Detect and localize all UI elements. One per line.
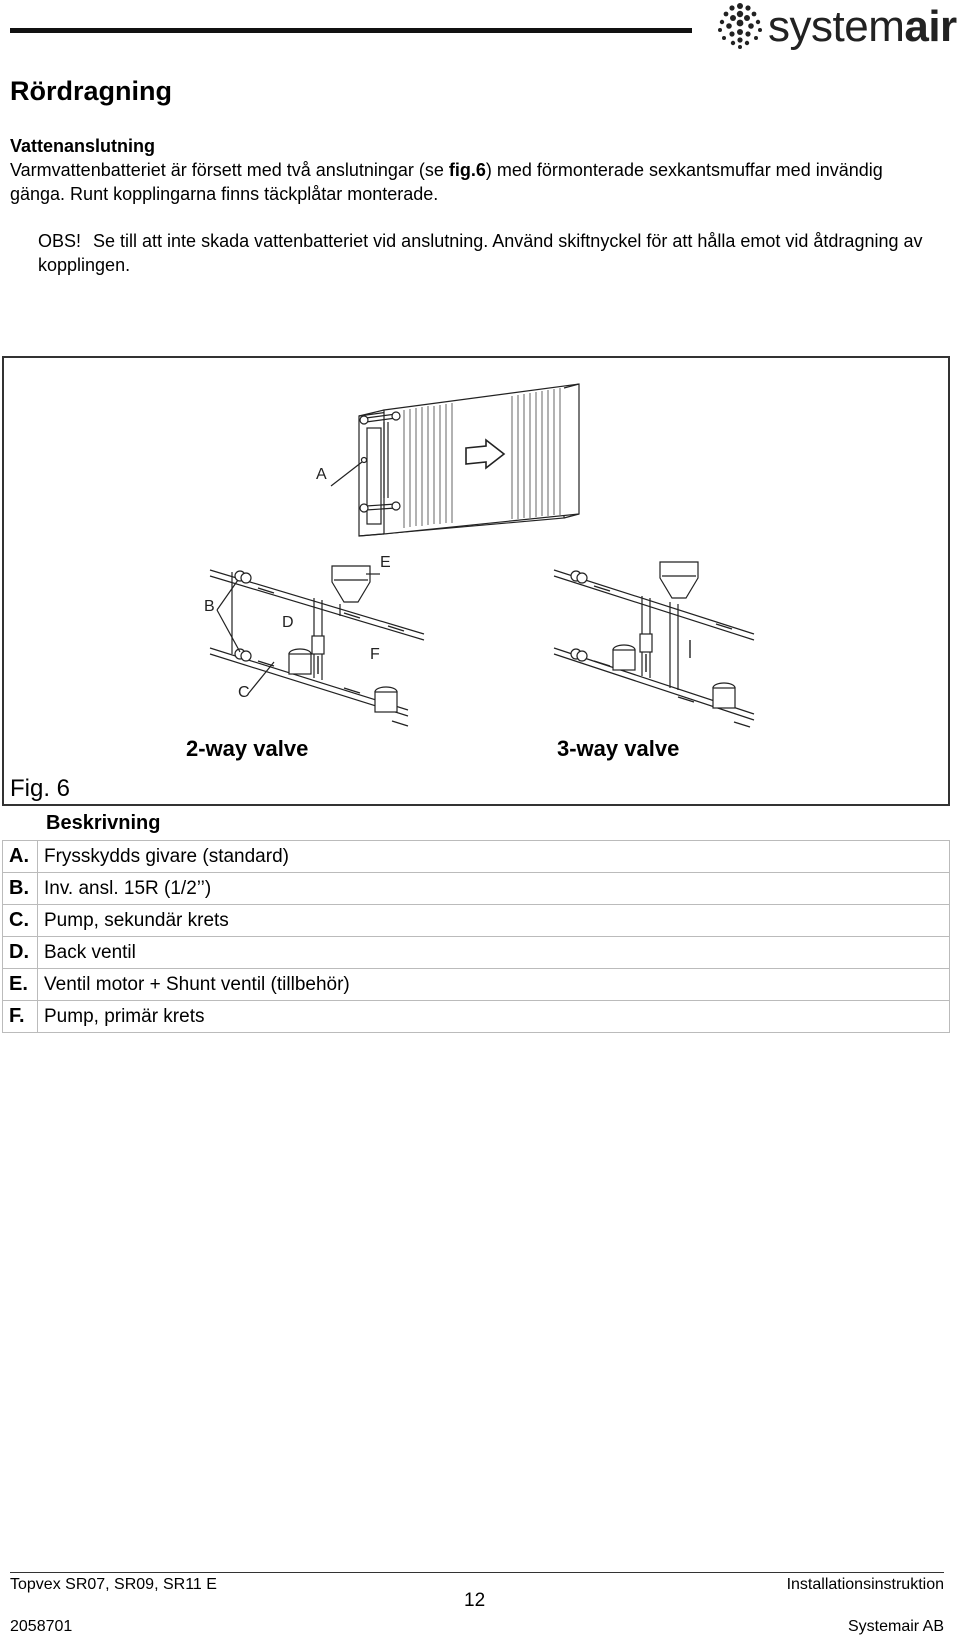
header-rule (10, 28, 692, 33)
footer-rule (10, 1572, 944, 1573)
logo-wordmark (768, 2, 957, 52)
footer-company: Systemair AB (847, 1618, 944, 1635)
intro-paragraph (10, 158, 940, 206)
table-row (3, 905, 950, 937)
diagram-label-f: F (370, 646, 380, 663)
footer-doc-code: 2058701 (10, 1618, 73, 1635)
figure-label: Fig. 6 (10, 775, 76, 803)
legend-text: Inv. ansl. 15R (1/2’’) (38, 873, 950, 905)
footer-product: Topvex SR07, SR09, SR11 E (10, 1576, 217, 1593)
legend-key: A. (3, 841, 38, 873)
note-text: Se till att inte skada vattenbatteriet vid anslutning. Använd skiftnyckel för att hålla emot vid åtdragning av kopplingen. (38, 231, 923, 275)
legend-table (2, 840, 950, 1033)
note-label: OBS! (38, 231, 82, 251)
legend-text: Ventil motor + Shunt ventil (tillbehör) (38, 969, 950, 1001)
table-row (3, 969, 950, 1001)
figure-reference: fig.6 (448, 160, 486, 180)
legend-text: Frysskydds givare (standard) (38, 841, 950, 873)
diagram-label-e: E (380, 554, 391, 571)
footer-doc-type: Installationsinstruktion (786, 1576, 944, 1593)
legend-key: C. (3, 905, 38, 937)
section-subheading: Vattenanslutning (10, 136, 156, 156)
diagram-label-c: C (238, 684, 250, 701)
legend-key: D. (3, 937, 38, 969)
two-way-valve-caption: 2-way valve (186, 736, 309, 761)
water-coil-diagram (4, 358, 948, 804)
legend-key: E. (3, 969, 38, 1001)
para-text-end: ) med förmonterade sexkantsmuffar med invändig gänga. Runt kopplingarna finns täckplåtar monterade. (10, 160, 883, 204)
systemair-logo (712, 0, 960, 56)
legend-key: F. (3, 1001, 38, 1033)
table-row (3, 1001, 950, 1033)
warning-note (38, 229, 938, 277)
logo-text-light: system (768, 2, 905, 51)
legend-heading: Beskrivning (46, 812, 161, 834)
dotted-sphere-logo-icon (714, 0, 766, 52)
page-title: Rördragning (10, 76, 172, 106)
figure-frame (2, 356, 950, 806)
table-row (3, 937, 950, 969)
diagram-label-b: B (204, 598, 215, 615)
legend-key: B. (3, 873, 38, 905)
legend-text: Back ventil (38, 937, 950, 969)
three-way-valve-caption: 3-way valve (557, 736, 680, 761)
diagram-label-d: D (282, 614, 294, 631)
table-row (3, 841, 950, 873)
page-number: 12 (464, 1590, 486, 1611)
legend-text: Pump, primär krets (38, 1001, 950, 1033)
logo-text-bold: air (904, 2, 957, 51)
legend-text: Pump, sekundär krets (38, 905, 950, 937)
para-text-start: Varmvattenbatteriet är försett med två anslutningar (se (10, 160, 449, 180)
table-row (3, 873, 950, 905)
diagram-label-a: A (316, 466, 327, 483)
